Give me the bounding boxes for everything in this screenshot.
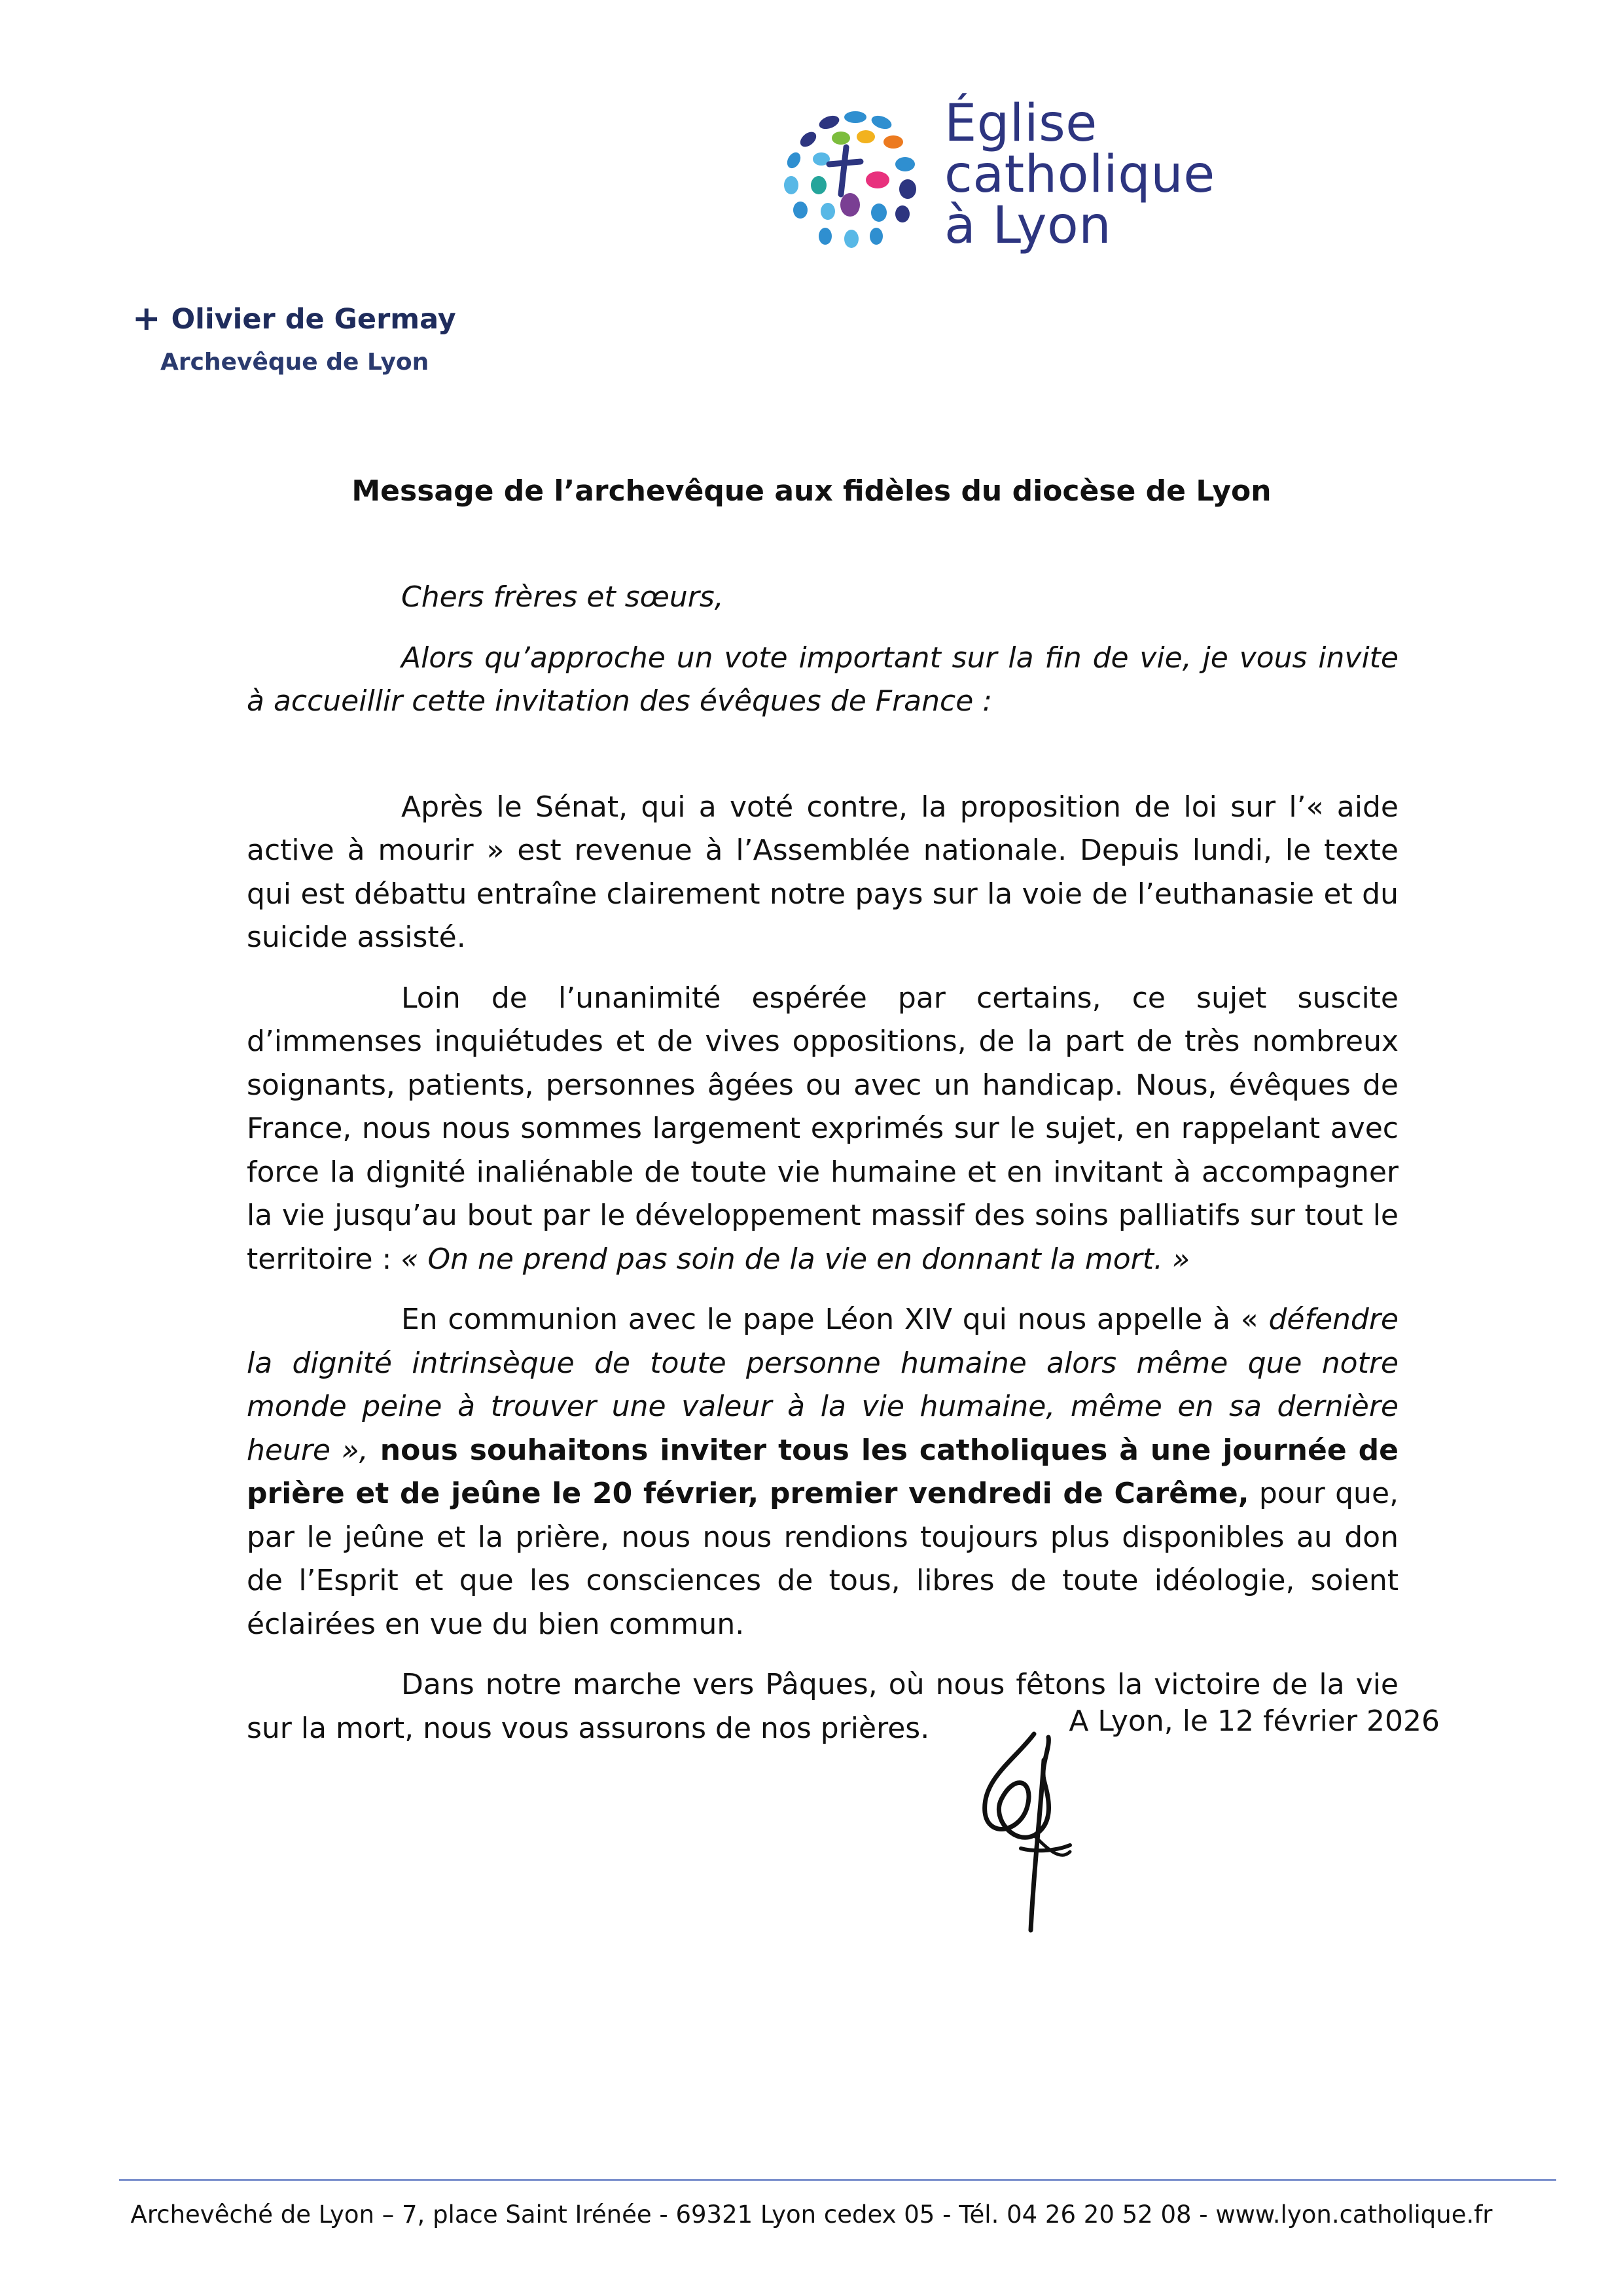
- paragraph-4: Dans notre marche vers Pâques, où nous fêtons la victoire de la vie sur la mort, nous vous assurons de nos prières.: [247, 1668, 1399, 1745]
- paragraph-2-quote: « On ne prend pas soin de la vie en donnant la mort. »: [401, 1242, 1190, 1276]
- salutation: Chers frères et sœurs,: [401, 580, 724, 614]
- signature-image: [936, 1721, 1139, 1943]
- date-line: A Lyon, le 12 février 2026: [1069, 1704, 1440, 1738]
- footer-divider: [119, 2179, 1556, 2181]
- logo-text-line-2: catholique: [944, 145, 1215, 204]
- handwritten-signature-icon: [936, 1721, 1139, 1943]
- paragraph-1: Après le Sénat, qui a voté contre, la proposition de loi sur l’« aide active à mourir » est revenue à l’Assemblée nationale. Depuis lundi, le texte qui est débattu entraîne clairement notre pays sur la voie de l’euthanasie et du suicide assisté.: [247, 790, 1399, 954]
- paragraph-2: [247, 977, 1399, 1282]
- paragraph-3-start: En communion avec le pape Léon XIV qui nous appelle à «: [401, 1303, 1269, 1336]
- paragraph-2-text: Loin de l’unanimité espérée par certains, ce sujet suscite d’immenses inquiétudes et de vives oppositions, de la part de très nombreux soignants, patients, personnes âgées ou avec un handicap. Nous, évêques de France, nous nous sommes largement exprimés sur le sujet, en rappelant avec force la dignité inaliénable de toute vie humaine et en invitant à accompagner la vie jusqu’au bout par le développement massif des soins palliatifs sur tout le territoire :: [247, 981, 1399, 1276]
- sender-title: Archevêque de Lyon: [160, 349, 429, 376]
- flame-petals-icon: [769, 108, 926, 252]
- paragraph-3: [247, 1298, 1399, 1646]
- footer-address: Archevêché de Lyon – 7, place Saint Irénée - 69321 Lyon cedex 05 - Tél. 04 26 20 52 08 - www.lyon.catholique.fr: [130, 2200, 1493, 2229]
- paragraph-3-quote: défendre la dignité intrinsèque de toute personne humaine alors même que notre monde peine à trouver une valeur à la vie humaine, même en sa dernière heure »,: [247, 1303, 1399, 1467]
- paragraph-3-end: pour que, par le jeûne et la prière, nous nous rendions toujours plus disponibles au don de l’Esprit et que les consciences de tous, libres de toute idéologie, soient éclairées en vue du bien commun.: [247, 1477, 1399, 1641]
- letter-body: [247, 576, 1399, 1750]
- document-title: Message de l’archevêque aux fidèles du diocèse de Lyon: [351, 474, 1272, 508]
- sender-name: [132, 298, 456, 337]
- cross-icon: +: [132, 299, 161, 338]
- sender-name-text: Olivier de Germay: [171, 303, 456, 336]
- diocese-logo: [769, 92, 1214, 262]
- logo-text-line-1: Église: [944, 94, 1097, 153]
- paragraph-3-bold: nous souhaitons inviter tous les catholiques à une journée de prière et de jeûne le 20 février, premier vendredi de Carême,: [247, 1433, 1399, 1510]
- intro-paragraph: Alors qu’approche un vote important sur la fin de vie, je vous invite à accueillir cette invitation des évêques de France :: [247, 641, 1399, 718]
- logo-text-line-3: à Lyon: [944, 196, 1112, 255]
